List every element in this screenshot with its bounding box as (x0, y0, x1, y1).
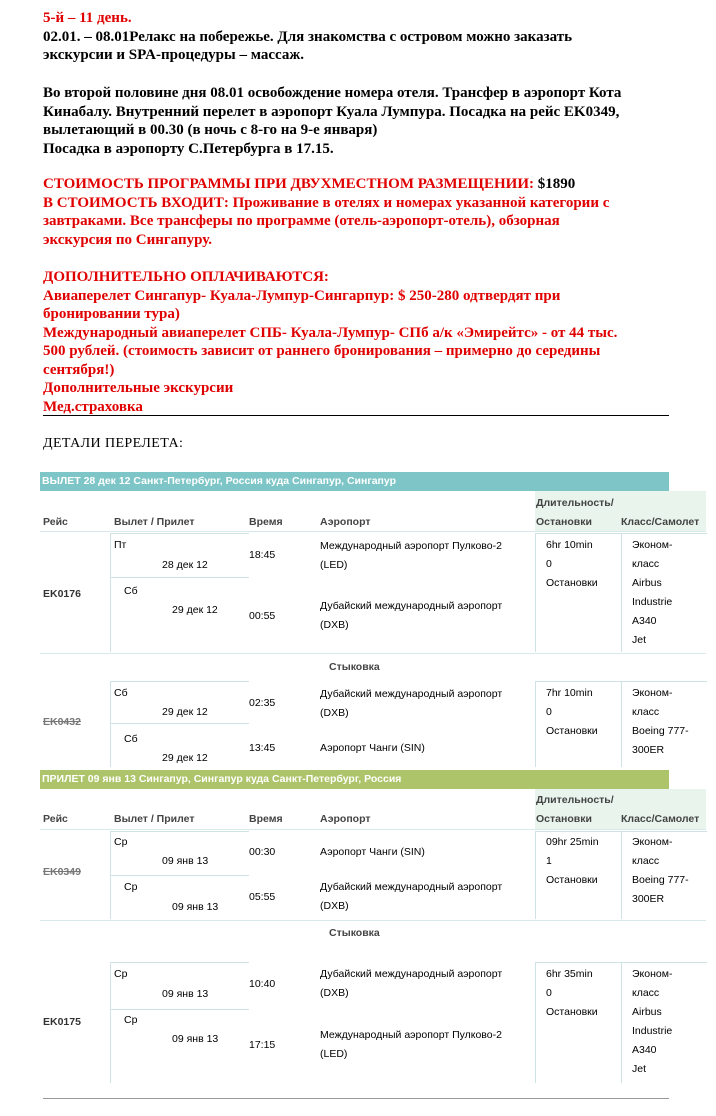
dep-day: Пт (114, 539, 127, 551)
dep-airport-code: (DXB) (320, 707, 349, 719)
col-duration-1: Длительность/ (536, 497, 614, 509)
pricing-block (43, 175, 683, 249)
arr-day: Сб (124, 585, 138, 597)
stops: 0 (546, 706, 552, 718)
includes-line-1: В СТОИМОСТЬ ВХОДИТ: Проживание в отелях и номерах указанной категории с (43, 194, 610, 211)
arr-date: 09 янв 13 (172, 1033, 219, 1045)
checkout-block (43, 84, 683, 158)
arr-airport: Дубайский международный аэропорт (320, 881, 503, 893)
divider-bottom (43, 1098, 669, 1099)
dep-airport: Аэропорт Чанги (SIN) (320, 846, 425, 858)
col-duration-2: Остановки (536, 813, 592, 825)
plane-1: Boeing 777- (632, 725, 689, 737)
flight-number: EK0176 (43, 588, 81, 600)
col-class-plane: Класс/Самолет (621, 813, 700, 825)
duration: 6hr 35min (546, 968, 593, 980)
checkout-line-1: Во второй половине дня 08.01 освобождение номера отеля. Трансфер в аэропорт Кота (43, 85, 622, 101)
dep-day: Ср (114, 836, 128, 848)
arr-airport-code: (DXB) (320, 619, 349, 631)
dep-airport: Дубайский международный аэропорт (320, 688, 503, 700)
arr-day: Сб (124, 733, 138, 745)
dep-airport-code: (LED) (320, 559, 348, 571)
dep-day: Ср (114, 968, 128, 980)
plane-1: Airbus (632, 1006, 662, 1018)
col-airport: Аэропорт (320, 813, 371, 825)
header-line-inbound (40, 829, 706, 830)
col-flight: Рейс (43, 813, 68, 825)
arr-airport-code: (DXB) (320, 900, 349, 912)
plane-3: A340 (632, 1044, 657, 1056)
stops-label: Остановки (546, 874, 598, 886)
arr-time: 17:15 (249, 1039, 276, 1051)
arr-day: Ср (124, 881, 138, 893)
arr-airport: Дубайский международный аэропорт (320, 600, 503, 612)
dep-date: 09 янв 13 (162, 988, 209, 1000)
transfer-label: Стыковка (329, 661, 380, 673)
dep-date: 29 дек 12 (162, 706, 208, 718)
dep-time: 18:45 (249, 549, 276, 561)
dep-airport: Международный аэропорт Пулково-2 (320, 540, 502, 552)
duration: 7hr 10min (546, 687, 593, 699)
col-time: Время (249, 813, 283, 825)
extras-block (43, 268, 683, 416)
cost-label: СТОИМОСТЬ ПРОГРАММЫ ПРИ ДВУХМЕСТНОМ РАЗМЕЩЕНИИ: (43, 176, 535, 192)
checkout-line-2: Кинабалу. Внутренний перелет в аэропорт Куала Лумпура. Посадка на рейс EK0349, (43, 103, 620, 120)
arr-airport-code: (LED) (320, 1048, 348, 1060)
includes-line-3: экскурсия по Сингапуру. (43, 231, 213, 248)
header-line-outbound (40, 531, 706, 532)
arr-date: 29 дек 12 (172, 604, 218, 616)
inbound-band: ПРИЛЕТ 09 янв 13 Сингапур, Сингапур куда Санкт-Петербург, Россия (40, 770, 669, 789)
extras-line-1: Авиаперелет Сингапур- Куала-Лумпур-Сингарпур: $ 250-280 одтвердят при (43, 287, 561, 304)
class-2: класс (632, 855, 660, 867)
plane-3: A340 (632, 615, 657, 627)
class-2: класс (632, 987, 660, 999)
dep-time: 10:40 (249, 978, 276, 990)
arr-time: 05:55 (249, 891, 276, 903)
stops-label: Остановки (546, 1006, 598, 1018)
stops: 0 (546, 558, 552, 570)
arr-airport: Международный аэропорт Пулково-2 (320, 1029, 502, 1041)
row-line (40, 653, 706, 654)
divider-top (43, 415, 669, 416)
checkout-line-3: вылетающий в 00.30 (в ночь с 8-го на 9-е января) (43, 122, 378, 138)
day-heading: 5-й – 11 день. (43, 10, 132, 26)
plane-4: Jet (632, 634, 647, 646)
flight-number: EK0175 (43, 1016, 81, 1028)
checkout-line-4: Посадка в аэропорту С.Петербурга в 17.15. (43, 140, 334, 157)
col-flight: Рейс (43, 516, 68, 528)
stops: 1 (546, 855, 552, 867)
dep-day: Сб (114, 687, 128, 699)
stops-label: Остановки (546, 577, 598, 589)
arr-airport: Аэропорт Чанги (SIN) (320, 742, 425, 754)
flight-number: EK0432 (43, 716, 81, 728)
extras-line-3: Международный авиаперелет СПБ- Куала-Лумпур- СПб а/к «Эмирейтс» - от 44 тыс. (43, 324, 618, 341)
class-2: класс (632, 558, 660, 570)
extras-line-6: Дополнительные экскурсии (43, 380, 234, 396)
extras-line-7: Мед.страховка (43, 398, 143, 415)
arr-date: 29 дек 12 (162, 752, 208, 764)
duration: 6hr 10min (546, 539, 593, 551)
plane-2: 300ER (632, 744, 665, 756)
duration: 09hr 25min (546, 836, 599, 848)
col-duration-1: Длительность/ (536, 794, 614, 806)
col-duration-2: Остановки (536, 516, 592, 528)
plane-1: Airbus (632, 577, 662, 589)
col-depart-arrive: Вылет / Прилет (114, 813, 195, 825)
extras-line-2: бронировании тура) (43, 306, 180, 322)
arr-date: 09 янв 13 (172, 901, 219, 913)
col-depart-arrive: Вылет / Прилет (114, 516, 195, 528)
dep-date: 28 дек 12 (162, 559, 208, 571)
day-line-2: экскурсии и SPA-процедуры – массаж. (43, 47, 304, 63)
class-1: Эконом- (632, 687, 673, 699)
class-1: Эконом- (632, 539, 673, 551)
plane-2: 300ER (632, 893, 665, 905)
arr-time: 13:45 (249, 742, 276, 754)
includes-line-2: завтраками. Все трансферы по программе (отель-аэропорт-отель), обзорная (43, 213, 560, 229)
extras-line-5: сентября!) (43, 361, 115, 378)
col-time: Время (249, 516, 283, 528)
arr-day: Ср (124, 1014, 138, 1026)
extras-heading: ДОПОЛНИТЕЛЬНО ОПЛАЧИВАЮТСЯ: (43, 269, 329, 285)
plane-1: Boeing 777- (632, 874, 689, 886)
stops: 0 (546, 987, 552, 999)
class-1: Эконом- (632, 836, 673, 848)
dep-time: 00:30 (249, 846, 276, 858)
stops-label: Остановки (546, 725, 598, 737)
dep-airport: Дубайский международный аэропорт (320, 968, 503, 980)
day-line-1: 02.01. – 08.01Релакс на побережье. Для знакомства с островом можно заказать (43, 28, 573, 45)
plane-2: Industrie (632, 596, 673, 608)
transfer-label: Стыковка (329, 927, 380, 939)
outbound-band: ВЫЛЕТ 28 дек 12 Санкт-Петербург, Россия куда Сингапур, Сингапур (40, 472, 669, 491)
dep-time: 02:35 (249, 697, 276, 709)
cost-value: $1890 (537, 176, 576, 192)
itinerary-day-block (43, 9, 683, 65)
dep-date: 09 янв 13 (162, 855, 209, 867)
class-1: Эконом- (632, 968, 673, 980)
col-class-plane: Класс/Самолет (621, 516, 700, 528)
dep-airport-code: (DXB) (320, 987, 349, 999)
extras-line-4: 500 рублей. (стоимость зависит от раннего бронирования – примерно до середины (43, 343, 601, 359)
col-airport: Аэропорт (320, 516, 371, 528)
class-2: класс (632, 706, 660, 718)
flight-number: EK0349 (43, 866, 81, 878)
flights-title: ДЕТАЛИ ПЕРЕЛЕТА: (43, 436, 184, 451)
row-line (40, 920, 706, 921)
arr-time: 00:55 (249, 610, 276, 622)
cost-line (43, 175, 683, 194)
plane-4: Jet (632, 1063, 647, 1075)
plane-2: Industrie (632, 1025, 673, 1037)
